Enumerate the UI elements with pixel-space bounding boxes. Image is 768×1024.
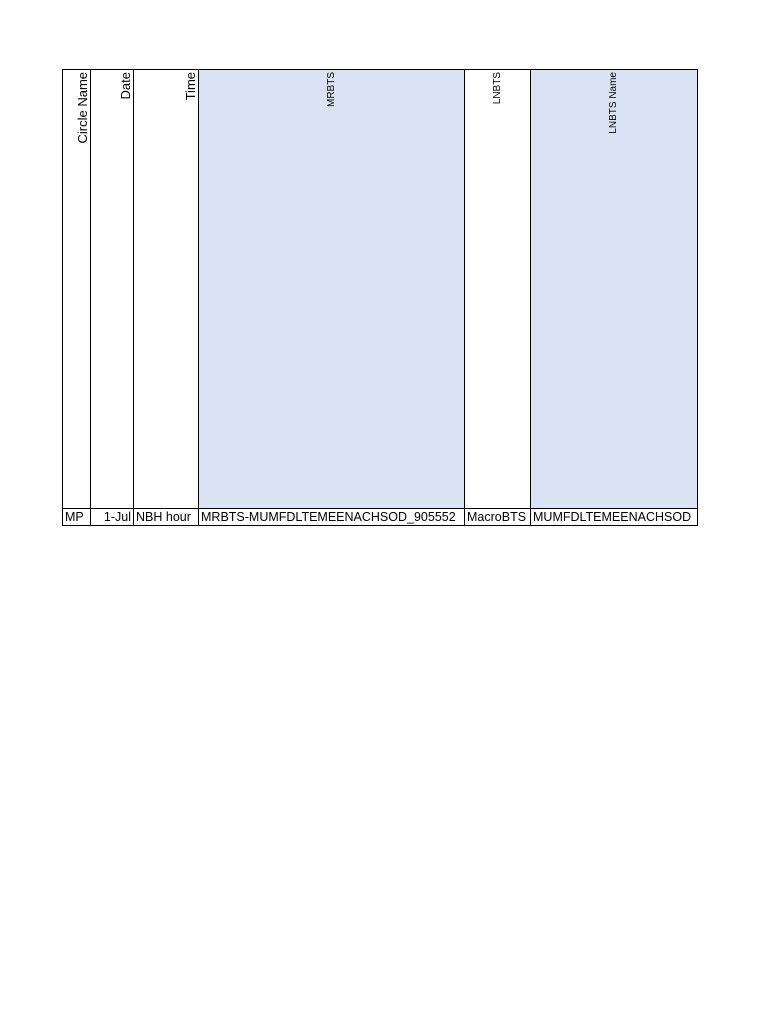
header-lnbts-name: LNBTS Name xyxy=(608,72,619,134)
cell-time[interactable]: NBH hour xyxy=(134,509,199,526)
header-mrbts: MRBTS xyxy=(325,72,337,107)
header-cell-time[interactable] xyxy=(134,70,199,509)
header-cell-circle-name[interactable] xyxy=(63,70,91,509)
cell-lnbts-name[interactable]: MUMFDLTEMEENACHSOD xyxy=(531,509,698,526)
cell-date[interactable]: 1-Jul xyxy=(91,509,134,526)
header-row xyxy=(63,70,698,509)
header-circle-name: Circle Name xyxy=(75,72,90,144)
header-cell-lnbts-name[interactable] xyxy=(531,70,698,509)
table-row xyxy=(63,509,698,526)
header-cell-date[interactable] xyxy=(91,70,134,509)
cell-lnbts[interactable]: MacroBTS xyxy=(465,509,531,526)
cell-mrbts[interactable]: MRBTS-MUMFDLTEMEENACHSOD_905552 xyxy=(199,509,465,526)
header-cell-mrbts[interactable] xyxy=(199,70,465,509)
spreadsheet-table xyxy=(62,69,698,526)
cell-circle-name[interactable]: MP xyxy=(63,509,91,526)
header-time: Time xyxy=(183,72,198,101)
header-lnbts: LNBTS xyxy=(491,72,503,105)
header-cell-lnbts[interactable] xyxy=(465,70,531,509)
header-date: Date xyxy=(118,72,133,100)
